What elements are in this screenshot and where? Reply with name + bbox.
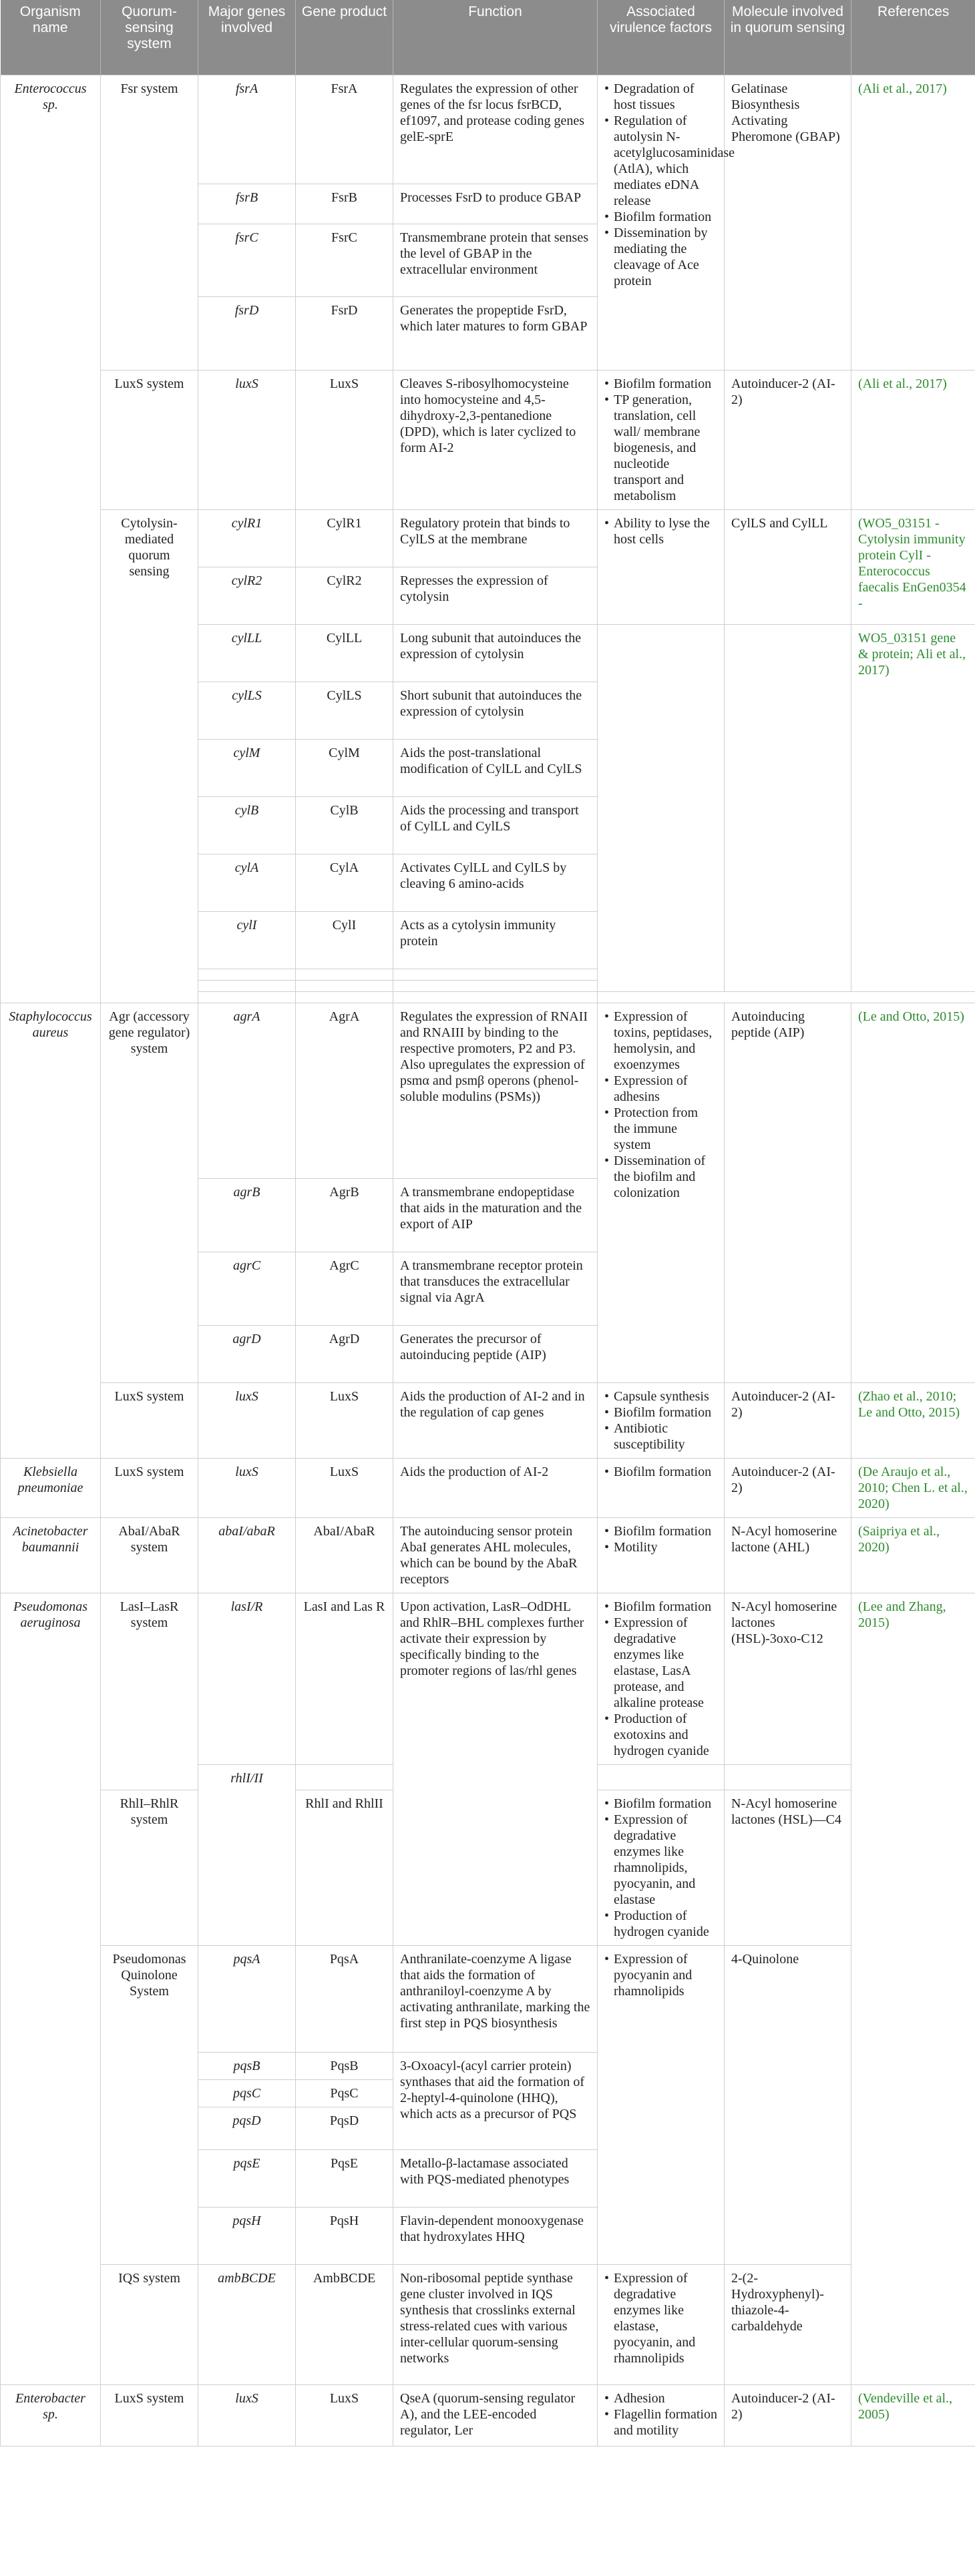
organism-cell: Klebsiella pneumoniae (1, 1459, 101, 1518)
function-cell: Activates CylLL and CylLS by cleaving 6 amino-acids (393, 854, 598, 912)
reference-link[interactable]: (Vendeville et al., 2005) (851, 2385, 975, 2446)
gene-cell: fsrB (198, 184, 296, 224)
function-cell: Non-ribosomal peptide synthase gene cluster involved in IQS synthesis that crosslinks external stress-related cues with various inter-cellular quorum-sensing networks (393, 2265, 598, 2385)
spacer-cell (296, 981, 393, 992)
gene-cell: cylR1 (198, 510, 296, 567)
gene-cell: lasI/R (198, 1593, 296, 1765)
virulence-item: • Motility (614, 1539, 717, 1555)
molecule-cell: N-Acyl homoserine lactones (HSL)-3oxo-C12 (725, 1593, 851, 1765)
virulence-item: • Production of exotoxins and hydrogen cyanide (614, 1711, 717, 1759)
gene-cell: luxS (198, 1459, 296, 1518)
gene-cell: luxS (198, 370, 296, 510)
function-cell: Flavin-dependent monooxygenase that hydroxylates HHQ (393, 2208, 598, 2265)
system-cell: Pseudomonas Quinolone System (101, 1946, 198, 2265)
gene-cell: cylI (198, 912, 296, 969)
function-cell: Processes FsrD to produce GBAP (393, 184, 598, 224)
virulence-item: • Biofilm formation (614, 209, 717, 225)
system-cell: Cytolysin-mediated quorum sensing (101, 510, 198, 1003)
molecule-cell-empty (725, 625, 851, 992)
virulence-item: • Regulation of autolysin N-acetylglucosaminidase (AtlA), which mediates eDNA release (614, 113, 717, 209)
molecule-cell: N-Acyl homoserine lactones (HSL)—C4 (725, 1790, 851, 1946)
organism-cell: Enterococcus sp. (1, 75, 101, 1003)
product-cell: AgrC (296, 1252, 393, 1326)
table-row (1, 1946, 975, 2053)
function-cell: Regulatory protein that binds to CylLS at the membrane (393, 510, 598, 567)
virulence-item: • Biofilm formation (614, 1599, 717, 1615)
molecule-cell: 2-(2-Hydroxyphenyl)-thiazole-4-carbaldehyde (725, 2265, 851, 2385)
virulence-cell (598, 2385, 725, 2446)
function-cell: Aids the production of AI-2 (393, 1459, 598, 1518)
reference-link[interactable]: (Saipriya et al., 2020) (851, 1518, 975, 1593)
virulence-item: • Biofilm formation (614, 376, 717, 392)
gene-cell: cylM (198, 740, 296, 797)
product-cell: AgrD (296, 1326, 393, 1383)
gene-cell: agrB (198, 1179, 296, 1252)
virulence-cell (598, 510, 725, 625)
header-function: Function (393, 0, 598, 75)
spacer-cell (296, 992, 393, 1003)
gene-cell: cylB (198, 797, 296, 854)
product-cell: PqsB (296, 2053, 393, 2080)
function-cell: The autoinducing sensor protein AbaI generates AHL molecules, which can be bound by the AbaR receptors (393, 1518, 598, 1593)
header-molecule: Molecule involved in quorum sensing (725, 0, 851, 75)
system-cell: Fsr system (101, 75, 198, 370)
organism-cell: Pseudomonas aeruginosa (1, 1593, 101, 2385)
function-cell: Short subunit that autoinduces the expression of cytolysin (393, 682, 598, 740)
product-cell: LuxS (296, 2385, 393, 2446)
function-cell: Aids the production of AI-2 and in the regulation of cap genes (393, 1383, 598, 1459)
function-cell: Metallo-β-lactamase associated with PQS-mediated phenotypes (393, 2150, 598, 2208)
function-cell: A transmembrane receptor protein that transduces the extracellular signal via AgrA (393, 1252, 598, 1326)
header-product: Gene product (296, 0, 393, 75)
table-row (1, 2265, 975, 2385)
gene-cell: pqsB (198, 2053, 296, 2080)
reference-link[interactable]: (Ali et al., 2017) (851, 370, 975, 510)
molecule-cell: Autoinducer-2 (AI-2) (725, 1459, 851, 1518)
system-cell: RhlI–RhlR system (101, 1790, 198, 1946)
product-cell: FsrC (296, 224, 393, 297)
product-cell: FsrD (296, 297, 393, 370)
table-row (1, 1003, 975, 1179)
product-cell: LuxS (296, 1459, 393, 1518)
virulence-cell-empty (598, 1765, 725, 1790)
product-cell: CylR1 (296, 510, 393, 567)
function-cell: Aids the post-translational modification of CylLL and CylLS (393, 740, 598, 797)
product-cell: RhlI and RhlII (296, 1790, 393, 1946)
virulence-item: • Expression of toxins, peptidases, hemolysin, and exoenzymes (614, 1009, 717, 1073)
spacer-cell (393, 992, 598, 1003)
system-cell: LuxS system (101, 1383, 198, 1459)
reference-link[interactable]: WO5_03151 gene & protein; Ali et al., 2017) (851, 625, 975, 992)
molecule-cell-empty (725, 1765, 851, 1790)
virulence-cell (598, 2265, 725, 2385)
virulence-item: • Degradation of host tissues (614, 81, 717, 113)
molecule-cell: 4-Quinolone (725, 1946, 851, 2265)
function-cell: Long subunit that autoinduces the expression of cytolysin (393, 625, 598, 682)
product-cell: CylLL (296, 625, 393, 682)
system-cell: AbaI/AbaR system (101, 1518, 198, 1593)
function-cell: A transmembrane endopeptidase that aids in the maturation and the export of AIP (393, 1179, 598, 1252)
system-cell: LuxS system (101, 2385, 198, 2446)
reference-link[interactable]: (Zhao et al., 2010; Le and Otto, 2015) (851, 1383, 975, 1459)
virulence-cell (598, 1003, 725, 1383)
virulence-item: • Expression of adhesins (614, 1073, 717, 1105)
product-cell: CylB (296, 797, 393, 854)
system-cell: LuxS system (101, 370, 198, 510)
function-cell: Generates the propeptide FsrD, which later matures to form GBAP (393, 297, 598, 370)
spacer-cell (393, 981, 598, 992)
product-cell: CylR2 (296, 567, 393, 625)
function-cell: Regulates the expression of other genes of the fsr locus fsrBCD, ef1097, and protease coding genes gelE-sprE (393, 75, 598, 184)
molecule-cell: CylLS and CylLL (725, 510, 851, 625)
spacer-cell (198, 992, 296, 1003)
product-cell: LuxS (296, 1383, 393, 1459)
virulence-cell (598, 1790, 725, 1946)
function-cell: Aids the processing and transport of CylLL and CylLS (393, 797, 598, 854)
gene-cell: fsrD (198, 297, 296, 370)
table-row (1, 370, 975, 510)
function-cell: Cleaves S-ribosylhomocysteine into homocysteine and 4,5-dihydroxy-2,3-pentanedione (DPD), which is later cyclized to form AI-2 (393, 370, 598, 510)
virulence-cell (598, 370, 725, 510)
table-row (1, 510, 975, 567)
molecule-cell: Autoinducer-2 (AI-2) (725, 2385, 851, 2446)
virulence-item: • Biofilm formation (614, 1523, 717, 1539)
function-cell: Transmembrane protein that senses the level of GBAP in the extracellular environment (393, 224, 598, 297)
function-cell: Represses the expression of cytolysin (393, 567, 598, 625)
product-cell: PqsA (296, 1946, 393, 2053)
spacer-cell (198, 981, 296, 992)
gene-cell: cylLS (198, 682, 296, 740)
virulence-item: • TP generation, translation, cell wall/ membrane biogenesis, and nucleotide transport and metabolism (614, 392, 717, 504)
molecule-cell: N-Acyl homoserine lactone (AHL) (725, 1518, 851, 1593)
product-cell: AmbBCDE (296, 2265, 393, 2385)
spacer-cell (393, 969, 598, 981)
gene-cell: rhlI/II (198, 1765, 296, 1946)
virulence-item: • Antibiotic susceptibility (614, 1421, 717, 1453)
gene-cell: pqsE (198, 2150, 296, 2208)
table-row (1, 2385, 975, 2446)
gene-cell: ambBCDE (198, 2265, 296, 2385)
function-cell: Anthranilate-coenzyme A ligase that aids the formation of anthraniloyl-coenzyme A by activating anthranilate, marking the first step in PQS biosynthesis (393, 1946, 598, 2053)
virulence-item: • Biofilm formation (614, 1796, 717, 1812)
reference-link[interactable]: (De Araujo et al., 2010; Chen L. et al., 2020) (851, 1459, 975, 1518)
product-cell: PqsD (296, 2107, 393, 2150)
product-cell: AbaI/AbaR (296, 1518, 393, 1593)
function-cell: Acts as a cytolysin immunity protein (393, 912, 598, 969)
function-cell: 3-Oxoacyl-(acyl carrier protein) synthases that aid the formation of 2-heptyl-4-quinolone (HHQ), which acts as a precursor of PQS (393, 2053, 598, 2150)
product-cell: CylA (296, 854, 393, 912)
gene-cell: abaI/abaR (198, 1518, 296, 1593)
virulence-cell (598, 75, 735, 370)
product-cell-empty (296, 1765, 393, 1790)
molecule-cell: Autoinducer-2 (AI-2) (725, 1383, 851, 1459)
virulence-cell (598, 1459, 725, 1518)
gene-cell: cylR2 (198, 567, 296, 625)
spacer-cell (198, 969, 296, 981)
gene-cell: fsrC (198, 224, 296, 297)
header-genes: Major genes involved (198, 0, 296, 75)
gene-cell: pqsA (198, 1946, 296, 2053)
virulence-item: • Expression of degradative enzymes like elastase, pyocyanin, and rhamnolipids (614, 2270, 717, 2366)
gene-cell: pqsD (198, 2107, 296, 2150)
gene-cell: agrA (198, 1003, 296, 1179)
gene-cell: cylA (198, 854, 296, 912)
virulence-item: • Expression of degradative enzymes like rhamnolipids, pyocyanin, and elastase (614, 1812, 717, 1908)
virulence-item: • Expression of degradative enzymes like elastase, LasA protease, and alkaline protease (614, 1615, 717, 1711)
product-cell: FsrA (296, 75, 393, 184)
header-references: References (851, 0, 975, 75)
gene-cell: pqsC (198, 2080, 296, 2107)
gene-cell: agrD (198, 1326, 296, 1383)
header-virulence: Associated virulence factors (598, 0, 725, 75)
table-row (1, 1459, 975, 1518)
organism-cell: Enterobacter sp. (1, 2385, 101, 2446)
product-cell: CylLS (296, 682, 393, 740)
reference-link[interactable]: (Lee and Zhang, 2015) (851, 1593, 975, 2385)
table-row (1, 1518, 975, 1593)
header-row (1, 0, 975, 75)
virulence-cell-empty (598, 625, 725, 992)
virulence-cell (598, 1383, 725, 1459)
header-organism: Organism name (1, 0, 101, 75)
virulence-cell (598, 1593, 725, 1765)
table-row (1, 1383, 975, 1459)
function-cell: QseA (quorum-sensing regulator A), and the LEE-encoded regulator, Ler (393, 2385, 598, 2446)
system-cell: Agr (accessory gene regulator) system (101, 1003, 198, 1383)
molecule-cell: Autoinducing peptide (AIP) (725, 1003, 851, 1383)
product-cell: CylM (296, 740, 393, 797)
reference-link[interactable]: (Ali et al., 2017) (851, 75, 975, 370)
product-cell: CylI (296, 912, 393, 969)
virulence-item: • Biofilm formation (614, 1404, 717, 1421)
virulence-item: • Biofilm formation (614, 1464, 717, 1480)
spacer-cell (296, 969, 393, 981)
organism-cell: Acinetobacter baumannii (1, 1518, 101, 1593)
function-cell: Upon activation, LasR–OdDHL and RhlR–BHL complexes further activate their expression by specifically binding to the promoter regions of las/rhl genes (393, 1593, 598, 1946)
virulence-cell (598, 1518, 725, 1593)
virulence-cell (598, 1946, 725, 2265)
reference-link[interactable]: (WO5_03151 - Cytolysin immunity protein CylI - Enterococcus faecalis EnGen0354 - (851, 510, 975, 625)
table-row (1, 75, 975, 184)
system-cell: LasI–LasR system (101, 1593, 198, 1790)
product-cell: PqsH (296, 2208, 393, 2265)
system-cell: LuxS system (101, 1459, 198, 1518)
function-cell: Generates the precursor of autoinducing peptide (AIP) (393, 1326, 598, 1383)
product-cell: LasI and Las R (296, 1593, 393, 1765)
organism-cell: Staphylococcus aureus (1, 1003, 101, 1459)
function-cell: Regulates the expression of RNAII and RNAIII by binding to the respective promoters, P2 and P3. Also upregulates the expression of psmα and psmβ operons (phenol-soluble modulins (PSMs)) (393, 1003, 598, 1179)
table-row (1, 1593, 975, 1765)
gene-cell: pqsH (198, 2208, 296, 2265)
product-cell: PqsE (296, 2150, 393, 2208)
product-cell: PqsC (296, 2080, 393, 2107)
gene-cell: agrC (198, 1252, 296, 1326)
virulence-item: • Adhesion (614, 2390, 717, 2406)
system-cell: IQS system (101, 2265, 198, 2385)
virulence-item: • Capsule synthesis (614, 1388, 717, 1404)
product-cell: AgrB (296, 1179, 393, 1252)
virulence-item: • Protection from the immune system (614, 1105, 717, 1153)
product-cell: FsrB (296, 184, 393, 224)
virulence-item: • Dissemination by mediating the cleavage of Ace protein (614, 225, 717, 289)
molecule-cell: Autoinducer-2 (AI-2) (725, 370, 851, 510)
reference-link[interactable]: (Le and Otto, 2015) (851, 1003, 975, 1383)
product-cell: LuxS (296, 370, 393, 510)
gene-cell: cylLL (198, 625, 296, 682)
virulence-item: • Production of hydrogen cyanide (614, 1908, 717, 1940)
virulence-item: • Ability to lyse the host cells (614, 515, 717, 547)
header-system: Quorum-sensing system (101, 0, 198, 75)
virulence-item: • Dissemination of the biofilm and colonization (614, 1153, 717, 1201)
virulence-item: • Expression of pyocyanin and rhamnolipids (614, 1951, 717, 1999)
molecule-cell: Gelatinase Biosynthesis Activating Pheromone (GBAP) (725, 75, 851, 370)
product-cell: AgrA (296, 1003, 393, 1179)
gene-cell: luxS (198, 2385, 296, 2446)
gene-cell: fsrA (198, 75, 296, 184)
gene-cell: luxS (198, 1383, 296, 1459)
virulence-item: • Flagellin formation and motility (614, 2406, 717, 2438)
